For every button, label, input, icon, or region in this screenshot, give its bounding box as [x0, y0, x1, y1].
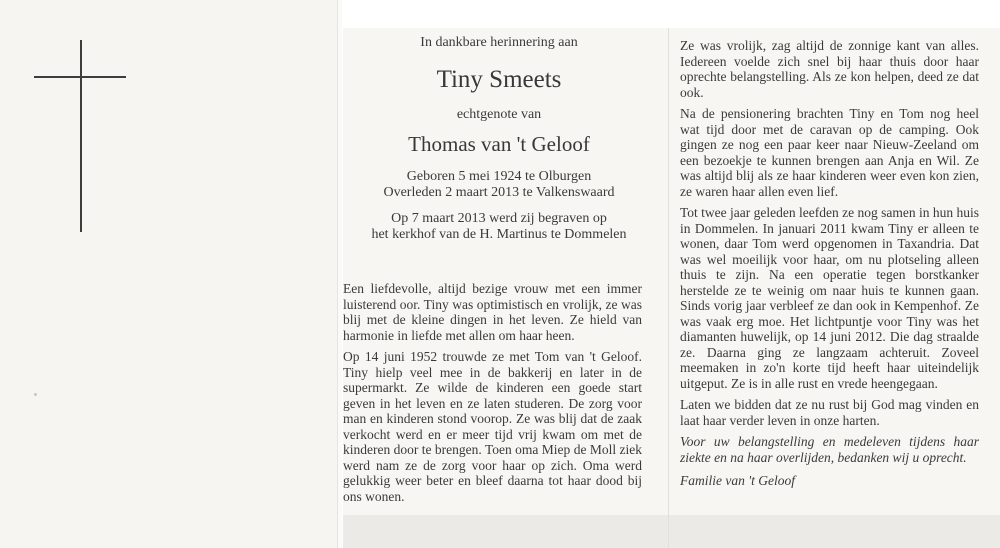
- cross-icon-vertical: [80, 40, 82, 232]
- paragraph: Laten we bidden dat ze nu rust bij God mag vinden en laat haar verder leven in onze harten.: [680, 397, 979, 428]
- paragraph: Op 14 juni 1952 trouwde ze met Tom van 't Geloof. Tiny hielp veel mee in de bakkerij en later in de supermarkt. Ze wilde de kinderen een goede start geven in het leven en ze laten studeren. De zorg voor man en kinderen stond voorop. Ze was blij dat de zaak verkocht werd en er meer tijd vrij kwam om met de kinderen door te brengen. Toen oma Miep de Moll ziek werd nam ze de zorg voor haar op zich. Oma werd gelukkig weer beter en bleef daarna tot haar dood bij ons wonen.: [343, 349, 642, 504]
- card-bottom-shade: [343, 515, 1000, 548]
- birth-line: Geboren 5 mei 1924 te Olburgen: [406, 169, 592, 184]
- deceased-name: Tiny Smeets: [436, 66, 562, 93]
- cross-icon-horizontal: [34, 76, 126, 78]
- biography-right-column: [680, 38, 979, 495]
- paper-speck: [34, 393, 37, 396]
- death-line: Overleden 2 maart 2013 te Valkenswaard: [383, 185, 615, 200]
- in-memory-line: In dankbare herinnering aan: [420, 35, 578, 50]
- spouse-name: Thomas van 't Geloof: [408, 132, 590, 156]
- biography-left-column: [343, 281, 642, 510]
- burial-line-1: Op 7 maart 2013 werd zij begraven op: [391, 211, 607, 226]
- paragraph: Een liefdevolle, altijd bezige vrouw met een immer luisterend oor. Tiny was optimistisch en vrolijk, ze was blij met de kleine dingen in het leven. Ze hield van harmonie in liefde met allen om haar heen.: [343, 281, 642, 343]
- spouse-label: echtgenote van: [456, 107, 542, 122]
- paragraph: Tot twee jaar geleden leefden ze nog samen in hun huis in Dommelen. In januari 2011 kwam Tiny er alleen te wonen, daar Tom werd opgenomen in Taxandria. Dat was wel moeilijk voor haar, om nu plotseling alleen thuis te zijn. Na een operatie tegen borstkanker herstelde ze te weinig om naar huis te kunnen gaan. Sinds vorig jaar verbleef ze dan ook in Kempenhof. Ze was vaak erg moe. Het lichtpuntje voor Tiny was het diamanten huwelijk, op 14 juni 2012. Die dag straalde ze. Daarna ging ze langzaam achteruit. Zoveel meemaken in zo'n korte tijd heeft haar uiteindelijk uitgeput. Ze is in alle rust en vrede heengegaan.: [680, 205, 979, 391]
- center-fold: [668, 28, 669, 548]
- paragraph: Na de pensionering brachten Tiny en Tom nog heel wat tijd door met de caravan op de camping. Ook gingen ze nog een paar keer naar Nieuw-Zeeland om een bezoekje te kunnen brengen aan Anja en Wil. Ze was altijd blij als ze haar kinderen weer even kon zien, ze waren haar allen even lief.: [680, 106, 979, 199]
- front-card: [0, 0, 342, 548]
- card-edge: [337, 0, 342, 548]
- burial-line-2: het kerkhof van de H. Martinus te Dommelen: [371, 227, 627, 242]
- paragraph: Ze was vrolijk, zag altijd de zonnige kant van alles. Iedereen voelde zich snel bij haar thuis door haar oprechte belangstelling. Als ze kon helpen, deed ze dat ook.: [680, 38, 979, 100]
- thanks-note: Voor uw belangstelling en medeleven tijdens haar ziekte en na haar overlijden, bedanken wij u oprecht.: [680, 434, 979, 465]
- family-signature: Familie van 't Geloof: [680, 473, 795, 488]
